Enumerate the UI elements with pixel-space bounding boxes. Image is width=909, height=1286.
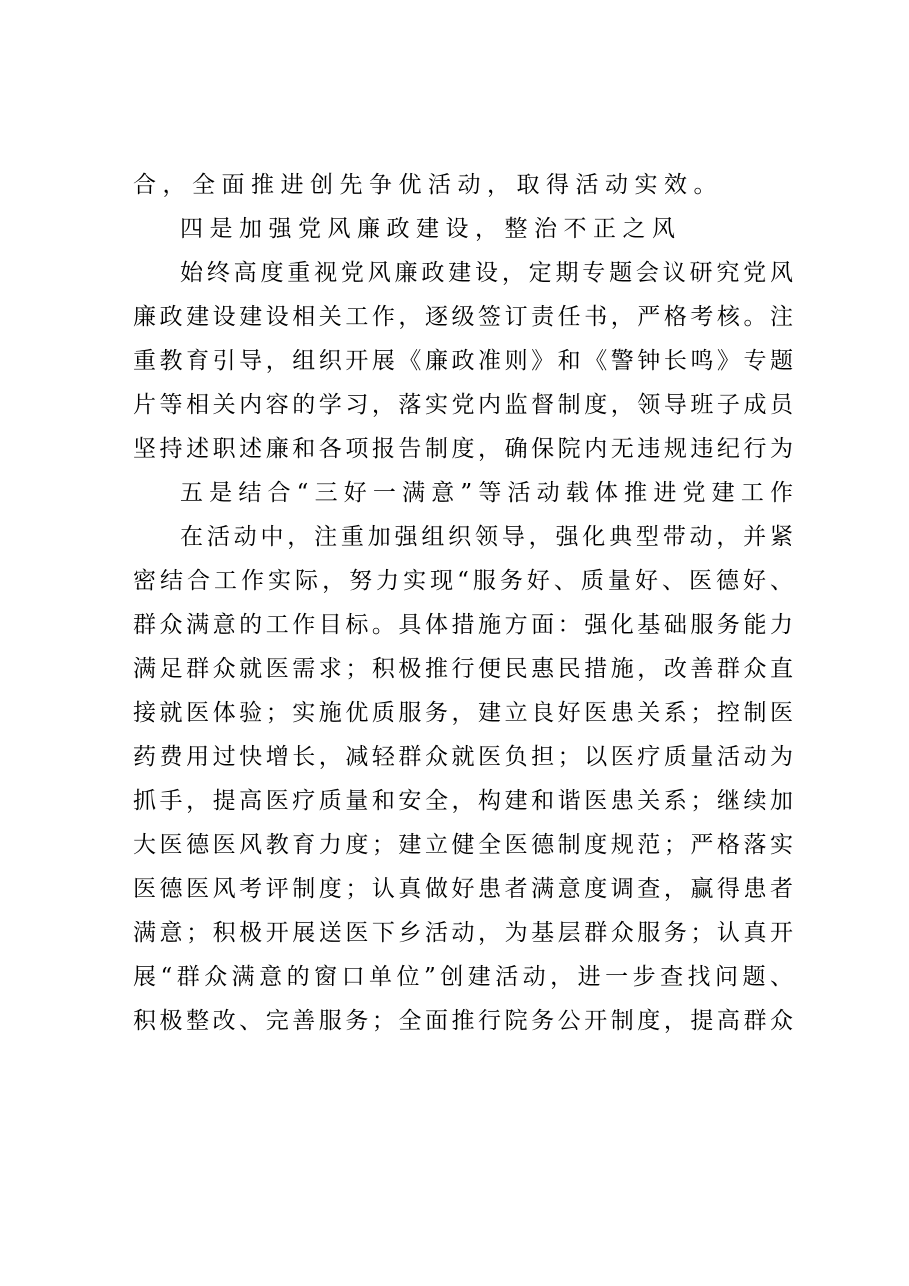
text-line: 廉政建设建设相关工作，逐级签订责任书，严格考核。注 (133, 304, 793, 330)
text-line: 合，全面推进创先争优活动，取得活动实效。 (133, 172, 723, 198)
text-line: 接就医体验；实施优质服务，建立良好医患关系；控制医 (133, 700, 793, 726)
text-line: 满足群众就医需求；积极推行便民惠民措施，改善群众直 (133, 656, 793, 682)
text-line: 群众满意的工作目标。具体措施方面：强化基础服务能力 (133, 612, 793, 638)
text-line: 四是加强党风廉政建设，整治不正之风 (180, 216, 682, 242)
text-line: 片等相关内容的学习，落实党内监督制度，领导班子成员 (133, 392, 793, 418)
text-line: 重教育引导，组织开展《廉政准则》和《警钟长鸣》专题 (133, 348, 793, 374)
text-line: 药费用过快增长，减轻群众就医负担；以医疗质量活动为 (133, 744, 793, 770)
text-line: 五是结合“三好一满意”等活动载体推进党建工作 (180, 480, 793, 506)
text-line: 展“群众满意的窗口单位”创建活动，进一步查找问题、 (133, 964, 793, 990)
text-line: 积极整改、完善服务；全面推行院务公开制度，提高群众 (133, 1008, 793, 1034)
text-line: 始终高度重视党风廉政建设，定期专题会议研究党风 (180, 260, 793, 286)
text-line: 大医德医风教育力度；建立健全医德制度规范；严格落实 (133, 832, 793, 858)
text-line: 医德医风考评制度；认真做好患者满意度调查，赢得患者 (133, 876, 793, 902)
text-line: 满意；积极开展送医下乡活动，为基层群众服务；认真开 (133, 920, 793, 946)
text-line: 在活动中，注重加强组织领导，强化典型带动，并紧 (180, 524, 793, 550)
text-line: 坚持述职述廉和各项报告制度，确保院内无违规违纪行为 (133, 436, 793, 462)
text-line: 抓手，提高医疗质量和安全，构建和谐医患关系；继续加 (133, 788, 793, 814)
document-body (133, 163, 793, 1043)
text-line: 密结合工作实际，努力实现“服务好、质量好、医德好、 (133, 568, 793, 594)
